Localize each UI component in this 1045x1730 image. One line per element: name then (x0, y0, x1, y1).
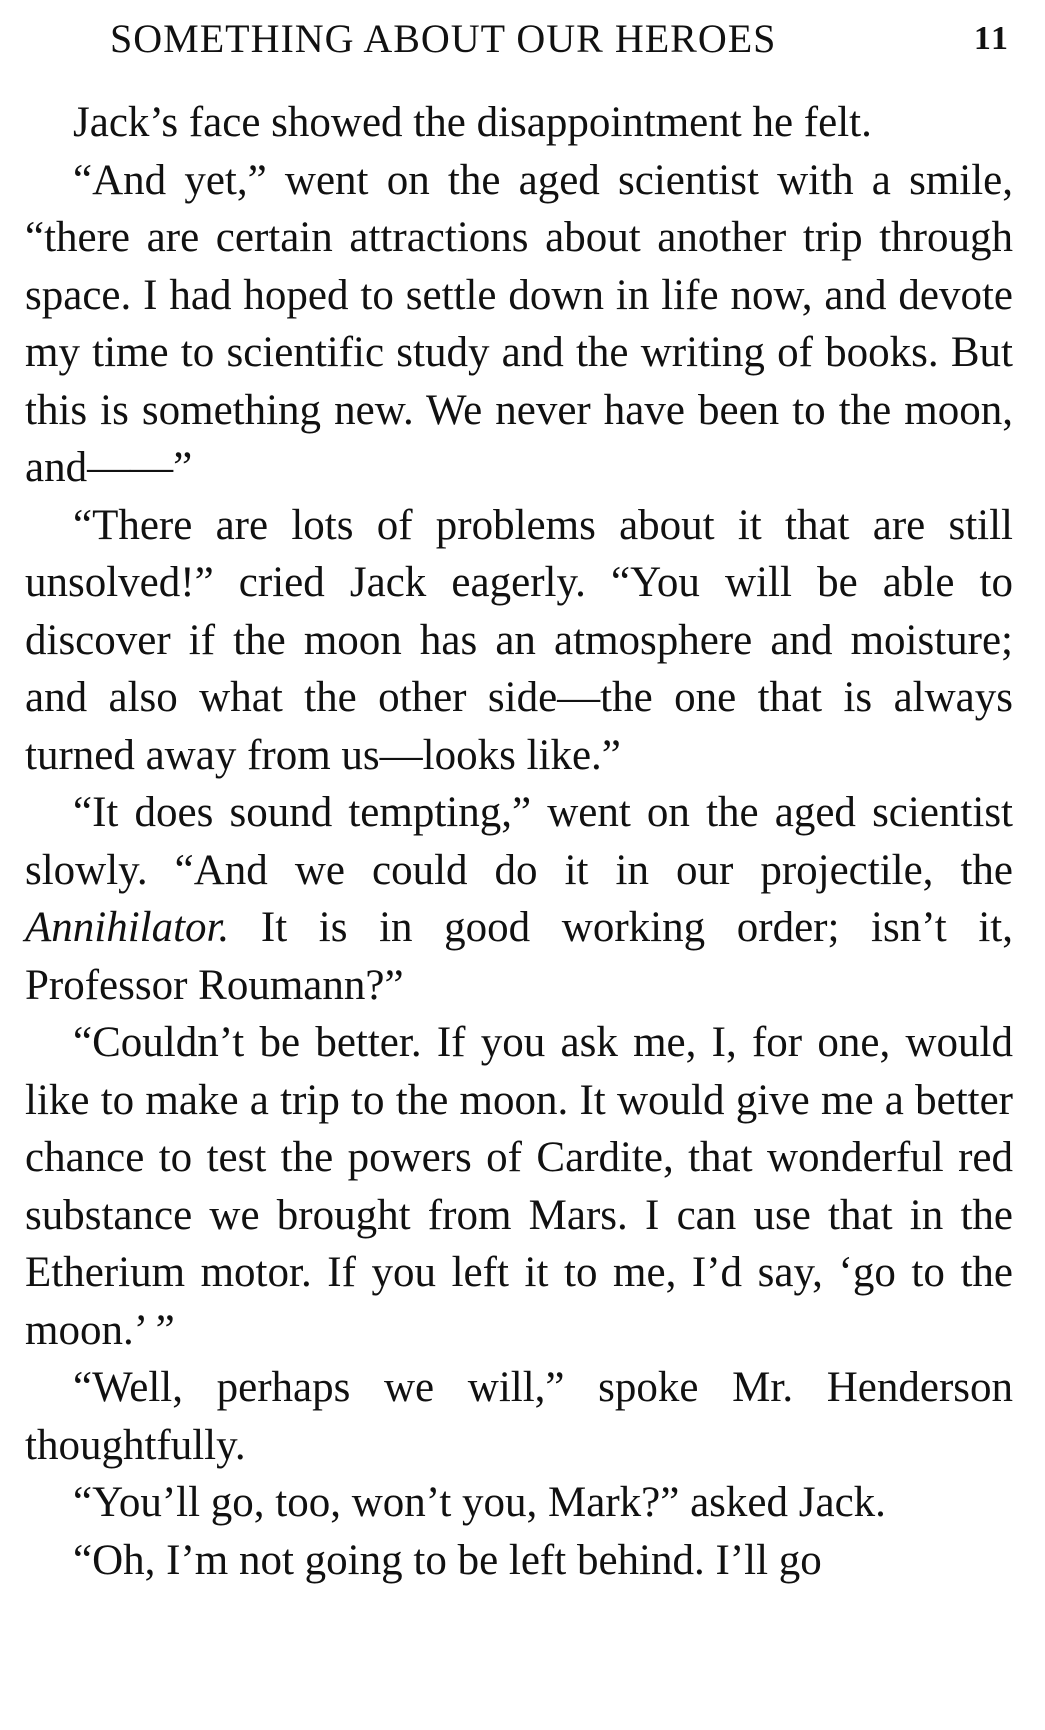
paragraph (25, 784, 1013, 1014)
paragraph: “Couldn’t be better. If you ask me, I, for one, would like to make a trip to the moon. It would give me a better chance to test the powers of Cardite, that wonderful red substance we brought from Mars. I can use that in the Etherium motor. If you left it to me, I’d say, ‘go to the moon.’ ” (25, 1019, 1013, 1354)
paragraph: Jack’s face showed the disappointment he felt. (73, 99, 872, 146)
page-number: 11 (973, 20, 1010, 57)
body-text (25, 94, 1013, 1589)
ship-name: Annihilator. (25, 904, 230, 951)
running-head (110, 14, 1010, 64)
paragraph-text: It is in good working order; isn’t it, Professor Roumann?” (25, 904, 1013, 1009)
paragraph: “Oh, I’m not going to be left behind. I’ll go (73, 1536, 822, 1584)
paragraph-text: “It does sound tempting,” went on the aged scientist slowly. “And we could do it in our projectile, the (25, 789, 1013, 894)
chapter-title: SOMETHING ABOUT OUR HEROES (110, 16, 777, 61)
paragraph: “Well, perhaps we will,” spoke Mr. Henderson thoughtfully. (25, 1364, 1013, 1469)
paragraph: “You’ll go, too, won’t you, Mark?” asked Jack. (73, 1479, 886, 1526)
paragraph: “And yet,” went on the aged scientist with a smile, “there are certain attractions about another trip through space. I had hoped to settle down in life now, and devote my time to scientific study and the writing of books. But this is something new. We never have been to the moon, and——” (25, 156, 1013, 491)
paragraph: “There are lots of problems about it that are still unsolved!” cried Jack eagerly. “You will be able to discover if the moon has an atmosphere and moisture; and also what the other side—the one that is always turned away from us—looks like.” (25, 501, 1013, 779)
